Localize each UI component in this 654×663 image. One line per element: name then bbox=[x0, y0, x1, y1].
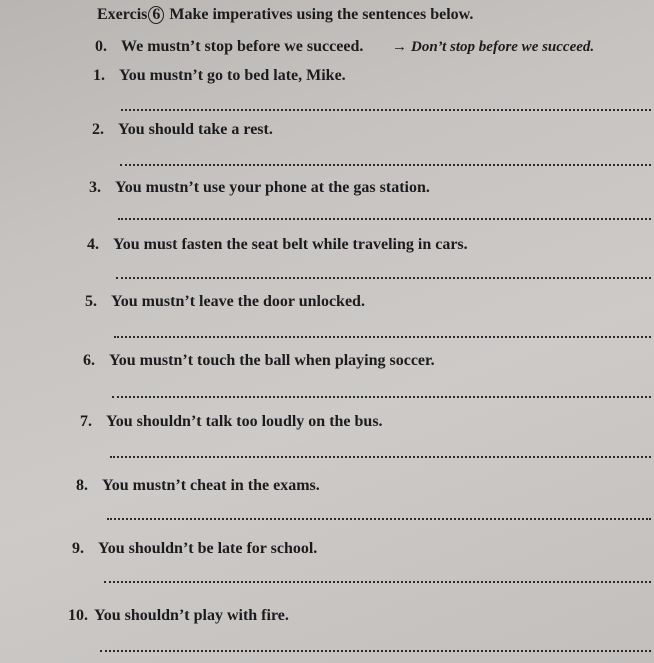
list-item bbox=[83, 352, 435, 370]
item-sentence: You mustn’t cheat in the exams. bbox=[102, 477, 320, 494]
answer-line[interactable] bbox=[110, 456, 651, 458]
list-item bbox=[85, 293, 365, 311]
answer-line[interactable] bbox=[118, 218, 651, 220]
item-number: 1. bbox=[93, 67, 105, 84]
answer-line[interactable] bbox=[104, 581, 651, 583]
item-number: 4. bbox=[87, 236, 99, 253]
answer-line[interactable] bbox=[112, 396, 651, 398]
item-number: 8. bbox=[76, 477, 88, 494]
item-sentence: You must fasten the seat belt while traveling in cars. bbox=[113, 236, 468, 253]
arrow-icon: → bbox=[392, 39, 407, 55]
list-item bbox=[72, 540, 317, 558]
example-question bbox=[95, 38, 363, 56]
answer-line[interactable] bbox=[120, 164, 651, 166]
answer-line[interactable] bbox=[100, 650, 651, 652]
item-sentence: You shouldn’t play with fire. bbox=[94, 607, 289, 624]
exercise-instruction: Make imperatives using the sentences below. bbox=[169, 6, 474, 23]
item-sentence: You mustn’t use your phone at the gas station. bbox=[115, 179, 430, 196]
item-sentence: You mustn’t touch the ball when playing soccer. bbox=[109, 352, 435, 369]
item-sentence: You mustn’t go to bed late, Mike. bbox=[119, 67, 346, 84]
item-sentence: You should take a rest. bbox=[118, 121, 273, 138]
example-sentence: We mustn’t stop before we succeed. bbox=[121, 38, 364, 55]
example-answer-text: Don’t stop before we succeed. bbox=[411, 39, 595, 55]
list-item bbox=[89, 179, 430, 197]
list-item bbox=[80, 413, 383, 431]
exercise-title bbox=[97, 6, 473, 24]
exercise-number-circled: 6 bbox=[148, 6, 164, 24]
item-number: 10. bbox=[68, 607, 88, 624]
list-item bbox=[93, 67, 346, 85]
exercise-prefix: Exercis bbox=[97, 6, 148, 23]
item-number: 6. bbox=[83, 352, 95, 369]
example-answer bbox=[392, 39, 594, 56]
item-number: 9. bbox=[72, 540, 84, 557]
list-item bbox=[76, 477, 320, 495]
answer-line[interactable] bbox=[121, 109, 651, 111]
item-number: 5. bbox=[85, 293, 97, 310]
list-item bbox=[68, 607, 289, 625]
answer-line[interactable] bbox=[107, 518, 651, 520]
example-number: 0. bbox=[95, 38, 107, 55]
item-number: 3. bbox=[89, 179, 101, 196]
answer-line[interactable] bbox=[114, 336, 651, 338]
list-item bbox=[87, 236, 468, 254]
item-sentence: You mustn’t leave the door unlocked. bbox=[111, 293, 365, 310]
item-sentence: You shouldn’t talk too loudly on the bus. bbox=[106, 413, 383, 430]
item-sentence: You shouldn’t be late for school. bbox=[98, 540, 318, 557]
item-number: 7. bbox=[80, 413, 92, 430]
item-number: 2. bbox=[92, 121, 104, 138]
list-item bbox=[92, 121, 273, 139]
answer-line[interactable] bbox=[116, 277, 651, 279]
